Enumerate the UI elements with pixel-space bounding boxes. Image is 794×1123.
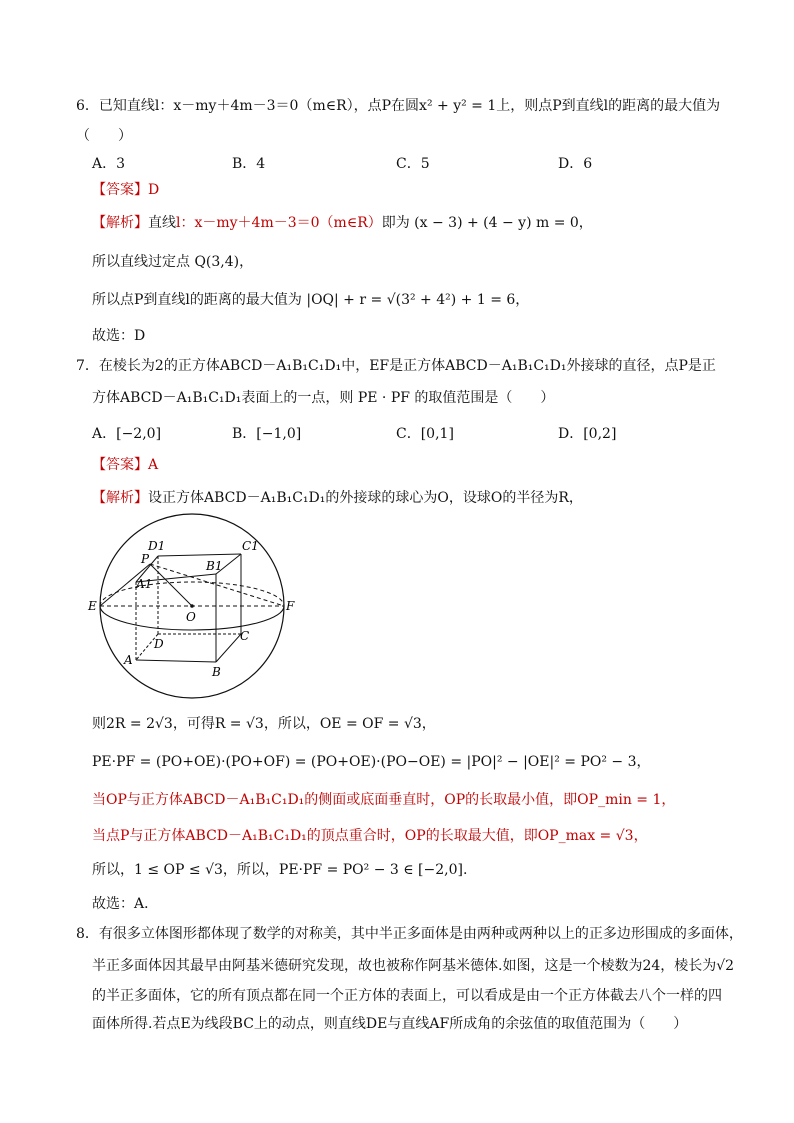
edge-bc <box>216 634 241 662</box>
q6-option-d: D．6 <box>558 156 593 172</box>
label-d1: D1 <box>148 539 166 553</box>
q7-calc-line3: 所以，1 ≤ OP ≤ √3，所以，PE·PF = PO² − 3 ∈ [−2,0]. <box>92 862 468 878</box>
label-e: E <box>88 599 97 613</box>
q7-red-line2: 当点P与正方体ABCD－A₁B₁C₁D₁的顶点重合时，OP的长取最大值，即OP_max = √3， <box>92 828 648 844</box>
q8-line3: 的半正多面体，它的所有顶点都在同一个正方体的表面上，可以看成是由一个正方体截去八个一样的四 <box>92 988 722 1004</box>
q7-calc-line1: 则2R = 2√3，可得R = √3，所以，OE = OF = √3， <box>92 716 436 732</box>
q7-answer-label: 【答案】 <box>92 457 148 473</box>
q8-line2: 半正多面体因其最早由阿基米德研究发现，故也被称作阿基米德体.如图，这是一个棱数为24，棱长为√2 <box>92 958 735 974</box>
q6-answer-label: 【答案】 <box>92 182 148 198</box>
q7-option-d: D．[0,2] <box>558 426 617 442</box>
q7-analysis-label: 【解析】 <box>92 490 148 506</box>
q8-line4: 面体所得.若点E为线段BC上的动点，则直线DE与直线AF所成角的余弦值的取值范围为（ ） <box>92 1016 688 1032</box>
label-a: A <box>124 653 133 667</box>
q7-stem-line2: 方体ABCD－A₁B₁C₁D₁表面上的一点，则 PE · PF 的取值范围是（ ） <box>92 390 555 406</box>
q7-answer-value: A <box>148 457 159 473</box>
q6-answer <box>92 180 159 200</box>
center-o <box>190 604 194 608</box>
q6-conclusion: 故选：D <box>92 328 146 344</box>
label-p: P <box>141 552 150 566</box>
q6-option-b: B．4 <box>232 156 266 172</box>
sphere-cube-figure <box>86 512 298 702</box>
q6-analysis-label: 【解析】 <box>92 215 148 231</box>
q6-option-c: C．5 <box>396 156 430 172</box>
q7-analysis-text: 设正方体ABCD－A₁B₁C₁D₁的外接球的球心为O，设球O的半径为R， <box>148 490 583 506</box>
q6-analysis-line2: 所以直线过定点 Q(3,4)， <box>92 254 254 270</box>
q7-analysis-line1 <box>92 488 583 508</box>
label-o: O <box>186 610 196 624</box>
q6-stem-line1: 6．已知直线l：x－my＋4m－3＝0（m∈R），点P在圆x² + y² = 1上，则点P到直线l的距离的最大值为 <box>76 98 721 114</box>
q7-answer <box>92 455 158 475</box>
q6-analysis-text-c: 即为 (x − 3) + (4 − y) m = 0， <box>381 215 593 231</box>
q6-answer-value: D <box>148 182 160 198</box>
q7-option-c: C．[0,1] <box>396 426 454 442</box>
edge-c1d1 <box>158 554 241 556</box>
q6-analysis-line1 <box>92 213 593 233</box>
label-d: D <box>154 637 164 651</box>
q7-option-b: B．[−1,0] <box>232 426 302 442</box>
label-f: F <box>286 599 295 613</box>
q7-stem-line1: 7．在棱长为2的正方体ABCD－A₁B₁C₁D₁中，EF是正方体ABCD－A₁B₁C₁D₁外接球的直径，点P是正 <box>76 358 716 374</box>
q7-red-line1: 当OP与正方体ABCD－A₁B₁C₁D₁的侧面或底面垂直时，OP的长取最小值，即OP_min = 1， <box>92 792 676 808</box>
q7-conclusion: 故选：A． <box>92 896 159 912</box>
q7-option-a: A．[−2,0] <box>92 426 162 442</box>
equator-back <box>100 582 284 606</box>
label-c1: C1 <box>242 539 259 553</box>
q6-analysis-text-a: 直线 <box>148 215 176 231</box>
q6-option-a: A．3 <box>92 156 126 172</box>
q6-stem-line2: （ ） <box>76 128 132 144</box>
q6-analysis-line3: 所以点P到直线l的距离的最大值为 |OQ| + r = √(3² + 4²) + 1 = 6， <box>92 292 530 308</box>
q7-calc-line2: PE·PF = (PO+OE)·(PO+OF) = (PO+OE)·(PO−OE) = |PO|² − |OE|² = PO² − 3， <box>92 754 651 770</box>
q6-analysis-text-b: l：x－my＋4m－3＝0（m∈R） <box>176 215 382 231</box>
label-b: B <box>212 665 221 679</box>
label-b1: B1 <box>206 559 223 573</box>
label-c: C <box>240 629 250 643</box>
edge-ab <box>136 660 216 662</box>
q8-line1: 8．有很多立体图形都体现了数学的对称美，其中半正多面体是由两种或两种以上的正多边形围成的多面体， <box>76 926 743 942</box>
label-a1: A1 <box>136 577 153 591</box>
